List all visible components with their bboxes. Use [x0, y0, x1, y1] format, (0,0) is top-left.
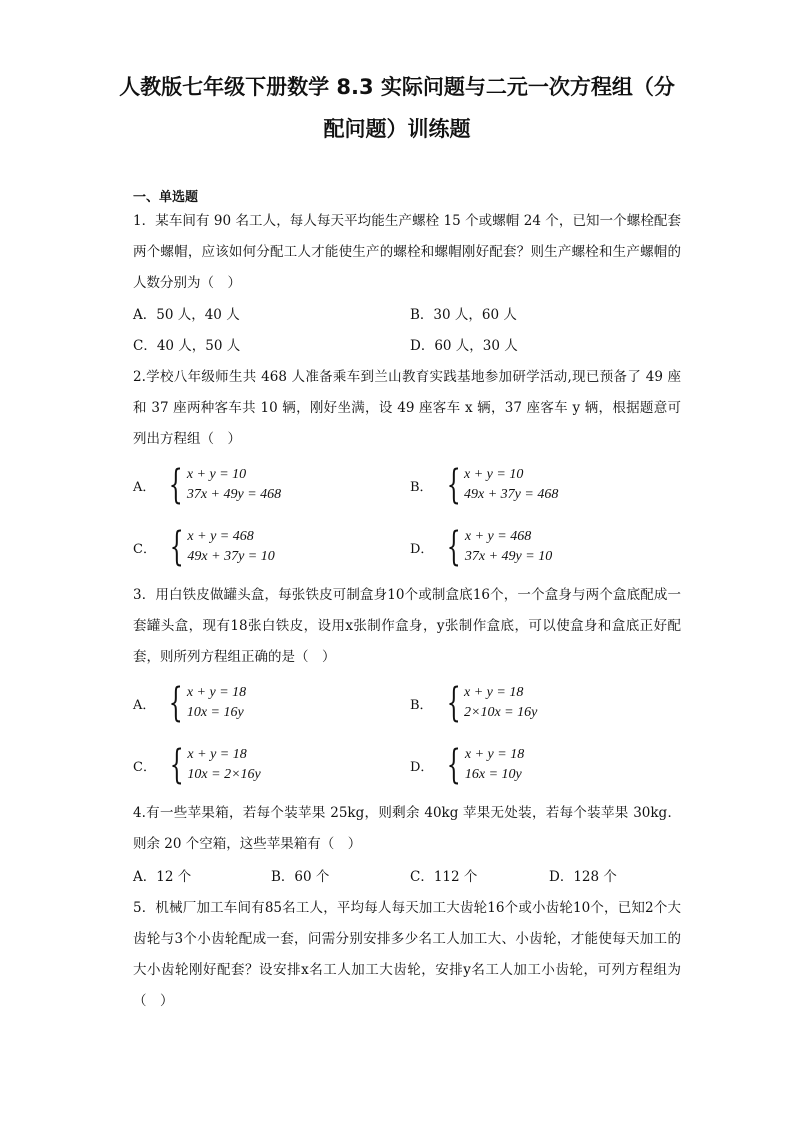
brace-icon: { — [447, 742, 462, 788]
option-label: B． — [410, 479, 433, 495]
q4-option-b: B．60 个 — [271, 869, 330, 885]
option-label: C． — [133, 541, 156, 557]
equation-2: 37x + 49y = 468 — [186, 487, 282, 502]
q2-option-a — [133, 462, 282, 508]
brace-icon: { — [446, 462, 461, 508]
equation-2: 10x = 2×16y — [187, 767, 261, 782]
q4-option-d: D．128 个 — [549, 869, 617, 885]
section-heading: 一、单选题 — [133, 190, 199, 205]
brace-icon: { — [169, 524, 184, 570]
question-2-text: 2.学校八年级师生共 468 人准备乘车到兰山教育实践基地参加研学活动,现已预备了 49 座和 37 座两种客车共 10 辆，刚好坐满，设 49 座客车 x 辆，37 座客车 y 辆，根据题意可列出方程组（ ） — [133, 369, 681, 447]
question-1-text: 1．某车间有 90 名工人，每人每天平均能生产螺栓 15 个或螺帽 24 个，已知一个螺栓配套两个螺帽，应该如何分配工人才能使生产的螺栓和螺帽刚好配套？则生产螺栓和生产螺帽的人数分别为（ ） — [133, 213, 681, 291]
equation-2: 10x = 16y — [186, 705, 244, 720]
equation-1: x + y = 10 — [464, 467, 524, 482]
page-title — [110, 66, 684, 150]
equation-2: 37x + 49y = 10 — [464, 549, 553, 564]
q2-option-d — [410, 524, 553, 570]
equation-2: 49x + 37y = 468 — [464, 487, 559, 502]
q2-option-b — [410, 462, 559, 508]
equation-2: 49x + 37y = 10 — [187, 549, 275, 564]
option-label: A． — [133, 479, 156, 495]
brace-icon: { — [447, 524, 462, 570]
q3-option-b — [410, 680, 538, 726]
question-4-text: 4.有一些苹果箱，若每个装苹果 25kg，则剩余 40kg 苹果无处装，若每个装苹果 30kg．则余 20 个空箱，这些苹果箱有（ ） — [133, 805, 681, 852]
q1-option-a: A．50 人，40 人 — [133, 307, 240, 323]
q1-option-b: B．30 人，60 人 — [410, 307, 517, 323]
equation-2: 2×10x = 16y — [464, 705, 538, 720]
equation-1: x + y = 468 — [187, 529, 254, 544]
q4-option-a: A．12 个 — [133, 869, 192, 885]
title-line-1: 人教版七年级下册数学 8.3 实际问题与二元一次方程组（分 — [119, 75, 675, 99]
q4-option-c: C．112 个 — [410, 869, 478, 885]
q3-option-d — [410, 742, 525, 788]
question-5-text: 5．机械厂加工车间有85名工人，平均每人每天加工大齿轮16个或小齿轮10个，已知2个大齿轮与3个小齿轮配成一套，问需分别安排多少名工人加工大、小齿轮，才能使每天加工的大小齿轮刚好配套？设安排x名工人加工大齿轮，安排y名工人加工小齿轮，可列方程组为（ ） — [133, 900, 681, 1009]
equation-1: x + y = 18 — [464, 747, 525, 762]
equation-1: x + y = 18 — [464, 685, 524, 700]
option-label: D． — [410, 541, 434, 557]
question-3-text: 3．用白铁皮做罐头盒，每张铁皮可制盒身10个或制盒底16个，一个盒身与两个盒底配成一套罐头盒，现有18张白铁皮，设用x张制作盒身，y张制作盒底，可以使盒身和盒底正好配套，则所列方程组正确的是（ ） — [133, 587, 681, 665]
q2-option-c — [133, 524, 275, 570]
equation-1: x + y = 18 — [187, 747, 247, 762]
title-line-2: 配问题）训练题 — [323, 117, 471, 141]
equation-1: x + y = 468 — [464, 529, 532, 544]
brace-icon: { — [446, 680, 461, 726]
q3-option-c — [133, 742, 261, 788]
equation-2: 16x = 10y — [464, 767, 522, 782]
equation-1: x + y = 18 — [186, 685, 247, 700]
option-label: B． — [410, 697, 433, 713]
equation-1: x + y = 10 — [186, 467, 247, 482]
option-label: A． — [133, 697, 156, 713]
q1-option-c: C．40 人，50 人 — [133, 338, 241, 354]
option-label: C． — [133, 759, 156, 775]
brace-icon: { — [169, 742, 184, 788]
brace-icon: { — [169, 680, 184, 726]
q3-option-a — [133, 680, 247, 726]
brace-icon: { — [169, 462, 184, 508]
option-label: D． — [410, 759, 434, 775]
q1-option-d: D．60 人，30 人 — [410, 338, 518, 354]
